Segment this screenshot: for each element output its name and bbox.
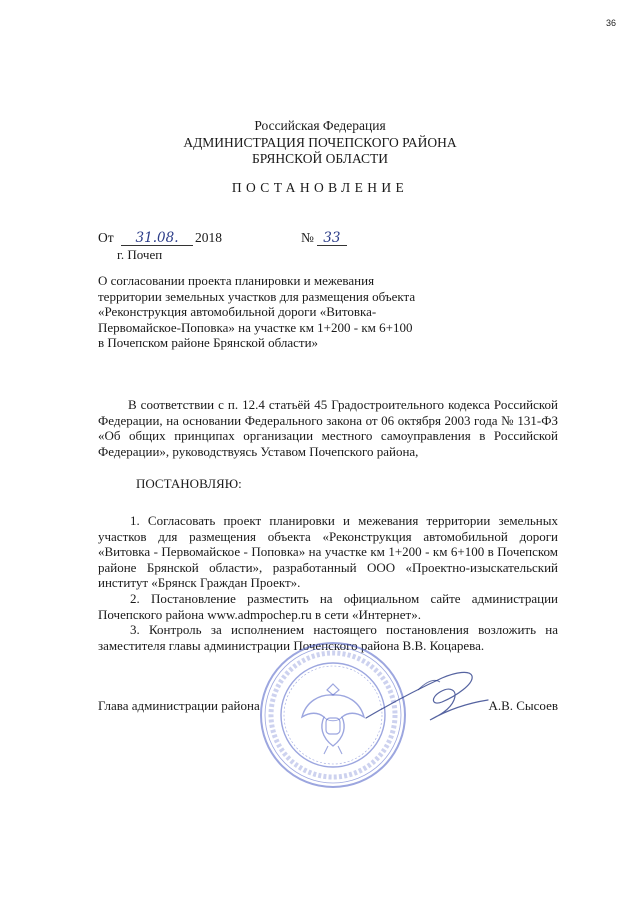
subject-line: в Почепском районе Брянской области» [98, 335, 319, 351]
subject-line: «Реконструкция автомобильной дороги «Витовка- [98, 304, 377, 320]
subject-line: Первомайское-Поповка» на участке км 1+200 - км 6+100 [98, 319, 413, 335]
handwritten-signature [360, 660, 500, 730]
preamble-paragraph: В соответствии с п. 12.4 статьёй 45 Градостроительного кодекса Российской Федерации, на основании Федерального закона от 06 октября 2003 года № 131-ФЗ «Об общих принципах организации местного самоуправления в Российской Федерации», руководствуясь Уставом Почепского района, [98, 397, 558, 459]
decree-item-3: 3. Контроль за исполнением настоящего постановления возложить на заместителя главы администрации Почепского района В.В. Коцарева. [98, 622, 558, 653]
document-type-title: ПОСТАНОВЛЕНИЕ [231, 180, 409, 195]
document-city: г. Почеп [117, 247, 163, 262]
signatory-position: Глава администрации района [98, 698, 260, 713]
handwritten-date: 31.08. [121, 231, 193, 246]
signatory-name: А.В. Сысоев [488, 698, 558, 713]
dateline [98, 230, 341, 246]
header-administration: АДМИНИСТРАЦИЯ ПОЧЕПСКОГО РАЙОНА [183, 134, 457, 150]
decree-item-1: 1. Согласовать проект планировки и межевания территории земельных участков для размещения объекта «Реконструкция автомобильной дороги «Витовка - Первомайское - Поповка» на участке км 1+200 - км 6+100 в Почепском районе Брянской области», разработанный ООО «Проектно-изыскательский институт «Брянск Граждан Проект». [98, 512, 558, 591]
document-year: 2018 [195, 230, 223, 245]
header-country: Российская Федерация [254, 118, 386, 133]
subject-line: территории земельных участков для размещения объекта [98, 288, 416, 304]
document-subject [98, 273, 415, 351]
document-number [301, 230, 347, 246]
decree-item-2: 2. Постановление разместить на официальном сайте администрации Почепского района www.admpochep.ru в сети «Интернет». [98, 590, 558, 622]
document-header [0, 118, 640, 168]
page-number: 36 [605, 18, 616, 28]
header-region: БРЯНСКОЙ ОБЛАСТИ [251, 151, 389, 166]
decree-word: ПОСТАНОВЛЯЮ: [136, 476, 242, 492]
number-sign: № [301, 230, 314, 245]
subject-line: О согласовании проекта планировки и межевания [98, 273, 375, 288]
date-prefix: От [98, 230, 114, 245]
document-body [98, 397, 558, 653]
handwritten-number: 33 [317, 231, 347, 246]
